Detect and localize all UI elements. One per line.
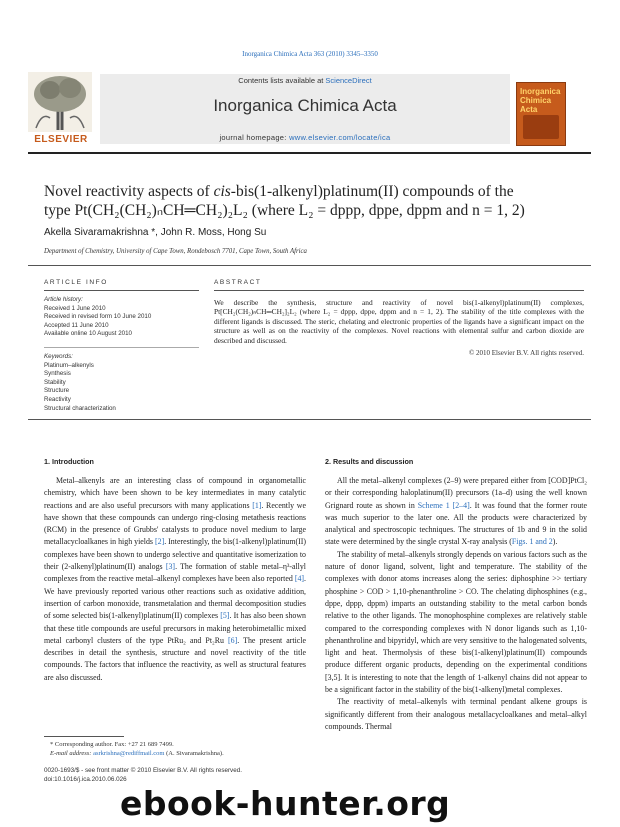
keywords-label: Keywords: [44,353,73,360]
keyword: Structure [44,387,70,395]
corresponding-author: * Corresponding author. Fax: +27 21 689 7499. [50,741,174,748]
footnote [50,741,300,758]
citation-link[interactable]: [1] [252,500,262,510]
figure-link[interactable]: Figs. 1 and 2 [511,537,553,547]
contents-line [100,76,510,85]
article-info-heading: ARTICLE INFO [44,279,108,286]
email-link[interactable]: asrkrishna@rediffmail.com [93,749,165,757]
citation-link[interactable]: [4] [294,574,305,584]
cover-title: Inorganica Chimica Acta [520,87,561,114]
results-body [325,475,587,733]
article-info-rule [44,290,199,291]
results-paragraph: The reactivity of metal–alkenyls with terminal pendant alkene groups is significantly different from their analogous metallacycloalkanes and metal–alkyl compounds. Thermal [325,697,587,731]
author-list: Akella Sivaramakrishna *, John R. Moss, Hong Su [44,227,267,238]
email-line: E-mail address: asrkrishna@rediffmail.com (A. Sivaramakrishna). [50,749,224,757]
keyword: Platinum–alkenyls [44,361,94,369]
article-title [44,182,584,220]
affiliation-rule [28,265,591,266]
journal-homepage [100,133,510,142]
history-item: Received in revised form 10 June 2010 [44,313,152,321]
keywords-rule [44,347,199,348]
title-line-1: Novel reactivity aspects of cis-bis(1-alkenyl)platinum(II) compounds of the [44,183,514,200]
journal-reference[interactable]: Inorganica Chimica Acta 363 (2010) 3345–3350 [242,50,378,58]
abstract-copyright: © 2010 Elsevier B.V. All rights reserved. [468,349,584,357]
citation-link[interactable]: [5] [220,611,230,621]
history-item: Available online 10 August 2010 [44,330,132,338]
introduction-heading: 1. Introduction [44,457,94,466]
cover-image [523,115,559,139]
title-line-2: type Pt(CH₂(CH₂)ₙCH═CH₂)₂L₂ (where L₂ = dppp, dppe, dppm and n = 1, 2) [44,202,525,219]
keywords [44,353,204,413]
homepage-link[interactable]: www.elsevier.com/locate/ica [289,133,391,142]
keyword: Synthesis [44,370,71,378]
results-paragraph: The stability of metal–alkenyls strongly depends on various factors such as the nature of donor ligand, solvent, light and temperature. The stability of the complexes with donor atoms increases along the series: diphosphine >> tertiary phosphine > COD > 1,10-phenanthroline > CO. The chelating diphosphines (e.g., dppe, dppp, dppm) imparts an outstanding stability to the metal carbon bonds relative to the other ligands. The monophosphine complexes are relatively stable compared to the corresponding complexes with N donor ligands such as 1,10-phenanthroline and bipyridyl, which are very sensitive to the halogenated solvents, light and heat. Thermolysis of these bis(1-alkenyl)platinum(II) compounds produce different organic products, depending on the experimental conditions [3,5]. It is interesting to note that the length of 1-alkenyl chains did not appear to be a significant factor in the stability of the bis(1-alkenyl)metal complexes. [325,549,587,695]
keyword: Stability [44,378,66,386]
affiliation: Department of Chemistry, University of Cape Town, Rondebosch 7701, Cape Town, South Africa [44,248,307,255]
article-history [44,296,204,339]
abstract-heading: ABSTRACT [214,279,262,286]
header-rule [28,152,591,154]
elsevier-wordmark: ELSEVIER [34,134,88,145]
abstract-rule [214,290,584,291]
scheme-link[interactable]: Scheme 1 [2–4] [417,500,470,510]
journal-cover-thumbnail [516,82,566,146]
introduction-body [44,475,306,684]
history-label: Article history: [44,296,83,303]
homepage-prefix: journal homepage: [219,133,290,142]
citation-link[interactable]: [3] [165,562,176,572]
results-paragraph: All the metal–alkenyl complexes (2–9) were prepared either from [COD]PtCl₂ or their corresponding haloplatinum(II) precursors (1a–d) using the well known Grignard route as shown in Scheme 1 [2–4]. It was found that the former route was much superior to the later one. All the products were characterized by analytical and spectroscopic techniques. The structures of 1b and 9 in the solid state were determined by the single crystal X-ray analysis (Figs. 1 and 2). [325,476,587,547]
front-matter-footer [44,767,324,784]
contents-prefix: Contents lists available at [238,76,326,85]
footnote-rule [44,736,124,737]
citation-link[interactable]: [2] [155,537,165,547]
front-matter-rule [28,419,591,420]
keyword: Reactivity [44,395,71,403]
abstract-text: We describe the synthesis, structure and reactivity of novel bis(1-alkenyl)platinum(II) complexes, Pt[CH₂(CH₂)ₙCH═CH₂]₂L₂ (where L₂ = dppp, dppe, dppm and n = 1, 2). The stability of the title complexes with the different ligands is discussed. The steric, chelating and electronic properties of the ligands have a significant impact on the structure as well as on the reactivity of the complexes. Novel reactions with elemental sulfur and carbon dioxide are described and discussed. [214,298,584,345]
history-item: Accepted 11 June 2010 [44,321,109,329]
citation-link[interactable]: [6] [228,635,238,645]
history-item: Received 1 June 2010 [44,304,106,312]
journal-title: Inorganica Chimica Acta [213,96,397,115]
keyword: Structural characterization [44,404,116,412]
doi-link[interactable]: doi:10.1016/j.ica.2010.06.026 [44,775,127,783]
results-heading: 2. Results and discussion [325,457,414,466]
issn-line: 0020-1693/$ - see front matter © 2010 Elsevier B.V. All rights reserved. [44,767,242,774]
sciencedirect-link[interactable]: ScienceDirect [325,76,372,85]
watermark-text: ebook-hunter.org [120,784,451,823]
intro-paragraph: Metal–alkenyls are an interesting class of compound in organometallic chemistry, which have been shown to be key intermediates in many catalytic reactions and are also useful precursors with many applications [1]. Recently we have shown that these compounds can undergo ring-closing metathesis reactions (RCM) in the presence of Grubbs' catalysts to produce novel medium to large metallacycloalkanes in high yields [2]. Interestingly, the bis(1-alkenyl)platinum(II) complexes have been shown to undergo selective and quantitative isomerization to their (2-alkenyl)platinum(II) analogs [3]. The formation of stable metal–η³-allyl complexes from the reactive metal–alkenyl complexes have been also reported [4]. We have previously reported various other reactions such as oxidative addition, insertion of carbon monoxide, transmetalation and thermal decomposition studies of some selected bis(1-alkenyl)platinum(II) complexes [5]. It has also been shown that these title compounds are useful precursors in making heterobimetallic mixed metal carbonyl clusters of the type PtRu₂ and Pt₂Ru [6]. The present article describes in detail the synthesis, structure and novel reactivity of the title compounds. The factors that influence the reactivity, as well as structural features are also discussed. [44,476,307,682]
